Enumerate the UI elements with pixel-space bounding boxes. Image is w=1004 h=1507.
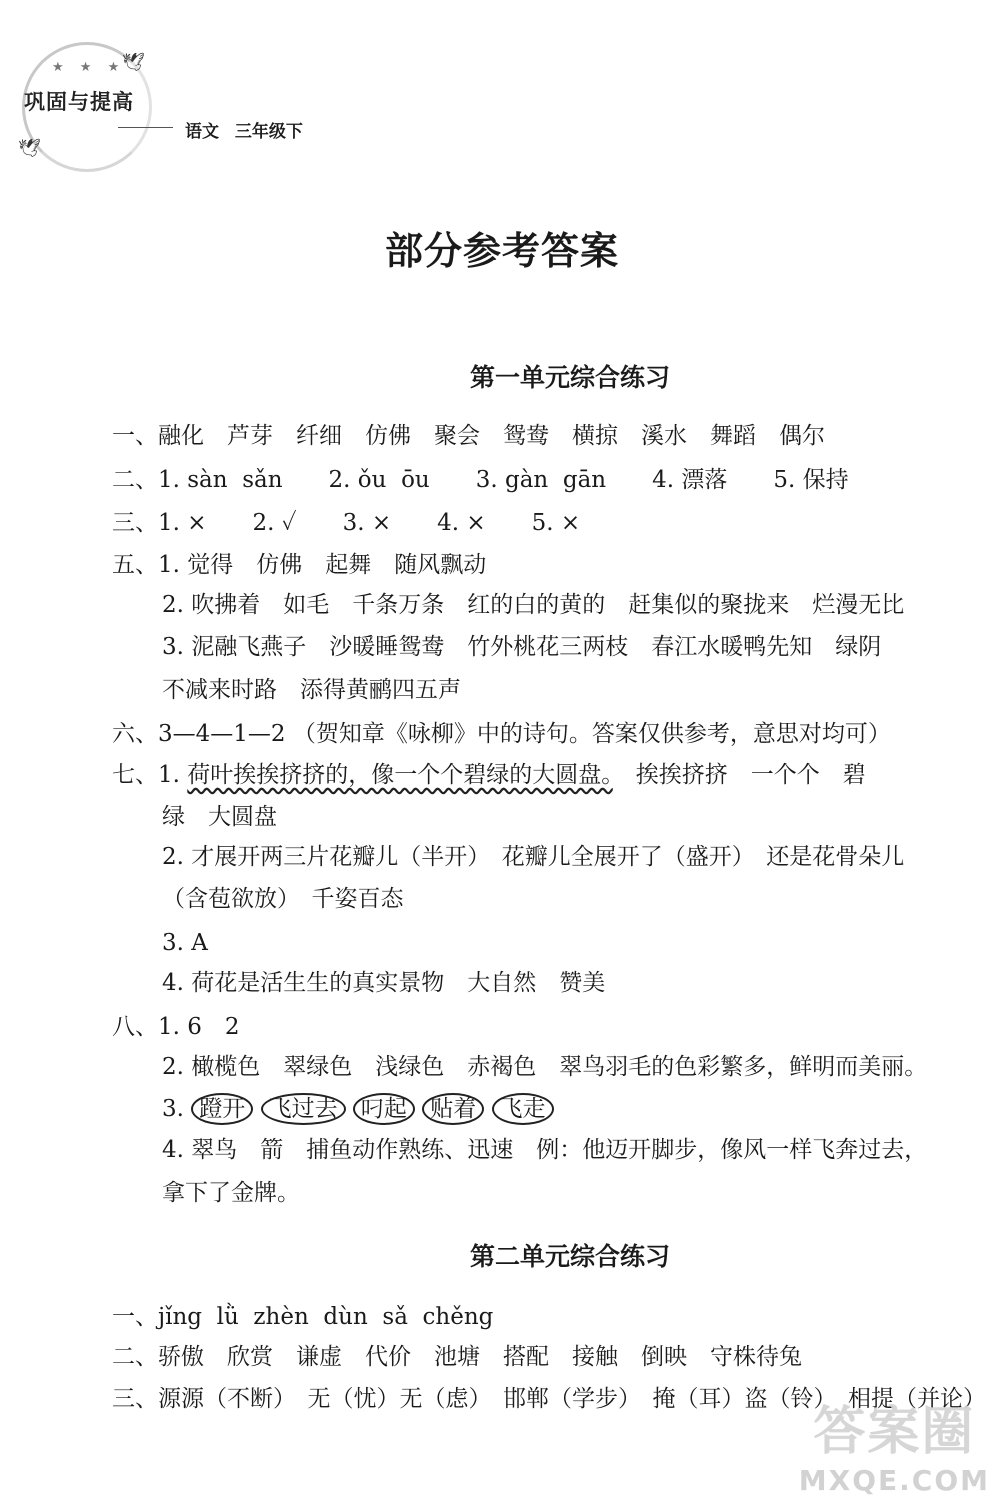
answer-line: 拿下了金牌。 <box>162 1180 300 1206</box>
bird-icon: 🕊 <box>18 138 41 159</box>
answer-line: 3. 泥融飞燕子 沙暖睡鸳鸯 竹外桃花三两枝 春江水暖鸭先知 绿阴 <box>162 634 882 660</box>
circled-word: 贴着 <box>422 1093 484 1125</box>
wavy-underlined-sentence: 荷叶挨挨挤挤的，像一个个碧绿的大圆盘。 <box>187 762 613 788</box>
answer-text: 挨挨挤挤 一个个 碧 <box>612 762 866 788</box>
answer-prefix: 3. <box>162 1096 192 1122</box>
answer-line: 二、骄傲 欣赏 谦虚 代价 池塘 搭配 接触 倒映 守株待兔 <box>112 1344 802 1370</box>
logo <box>14 40 184 170</box>
circled-word: 飞过去 <box>261 1093 346 1125</box>
answer-line <box>112 760 866 790</box>
answer-line: 一、jǐng lǜ zhèn dùn sǎ chěng <box>112 1304 494 1330</box>
answer-line: 二、1. sàn sǎn 2. ǒu ōu 3. gàn gān 4. 漂落 5. 保持 <box>112 467 849 493</box>
answer-line: 一、融化 芦芽 纤细 仿佛 聚会 鸳鸯 横掠 溪水 舞蹈 偶尔 <box>112 423 825 449</box>
logo-stars: ★ ★ ★ <box>52 60 126 75</box>
answer-line: 三、1. × 2. ✓ 3. × 4. × 5. × <box>112 510 581 536</box>
answer-line: 三、源源（不断） 无（忧）无（虑） 邯郸（学步） 掩（耳）盗（铃） 相提（并论） <box>112 1386 986 1412</box>
answer-line: 八、1. 6 2 <box>112 1014 240 1040</box>
logo-text: 巩固与提高 <box>24 90 134 114</box>
unit2-title: 第二单元综合练习 <box>469 1242 670 1271</box>
answer-line: 4. 荷花是活生生的真实景物 大自然 赞美 <box>162 970 606 996</box>
answer-line: 2. 才展开两三片花瓣儿（半开） 花瓣儿全展开了（盛开） 还是花骨朵儿 <box>162 844 905 870</box>
answer-line: 不减来时路 添得黄鹂四五声 <box>162 677 461 703</box>
unit1-title: 第一单元综合练习 <box>469 363 670 392</box>
circled-word: 叼起 <box>353 1093 415 1125</box>
answer-line: 4. 翠鸟 箭 捕鱼动作熟练、迅速 例：他迈开脚步，像风一样飞奔过去， <box>162 1137 928 1163</box>
page-title: 部分参考答案 <box>384 228 619 273</box>
watermark-logo: 答案圈 <box>813 1402 976 1462</box>
answer-prefix: 七、1. <box>112 762 188 788</box>
header-divider <box>118 127 173 128</box>
answer-line <box>162 1093 554 1125</box>
circled-word: 蹬开 <box>191 1093 253 1125</box>
circled-word: 飞走 <box>492 1093 554 1125</box>
answer-line: 2. 吹拂着 如毛 千条万条 红的白的黄的 赶集似的聚拢来 烂漫无比 <box>162 592 905 618</box>
answer-line: 五、1. 觉得 仿佛 起舞 随风飘动 <box>112 552 487 578</box>
watermark <box>799 1389 990 1497</box>
answer-line: （含苞欲放） 千姿百态 <box>162 886 404 912</box>
bird-icon: 🕊 <box>122 52 145 73</box>
answer-line: 绿 大圆盘 <box>162 804 277 830</box>
answer-line: 2. 橄榄色 翠绿色 浅绿色 赤褐色 翠鸟羽毛的色彩繁多，鲜明而美丽。 <box>162 1054 928 1080</box>
watermark-url: MXQE.COM <box>798 1464 990 1497</box>
header-subject: 语文 三年级下 <box>185 122 303 142</box>
answer-line: 六、3—4—1—2 （贺知章《咏柳》中的诗句。答案仅供参考，意思对均可） <box>112 721 891 747</box>
answer-line: 3. A <box>162 930 208 956</box>
